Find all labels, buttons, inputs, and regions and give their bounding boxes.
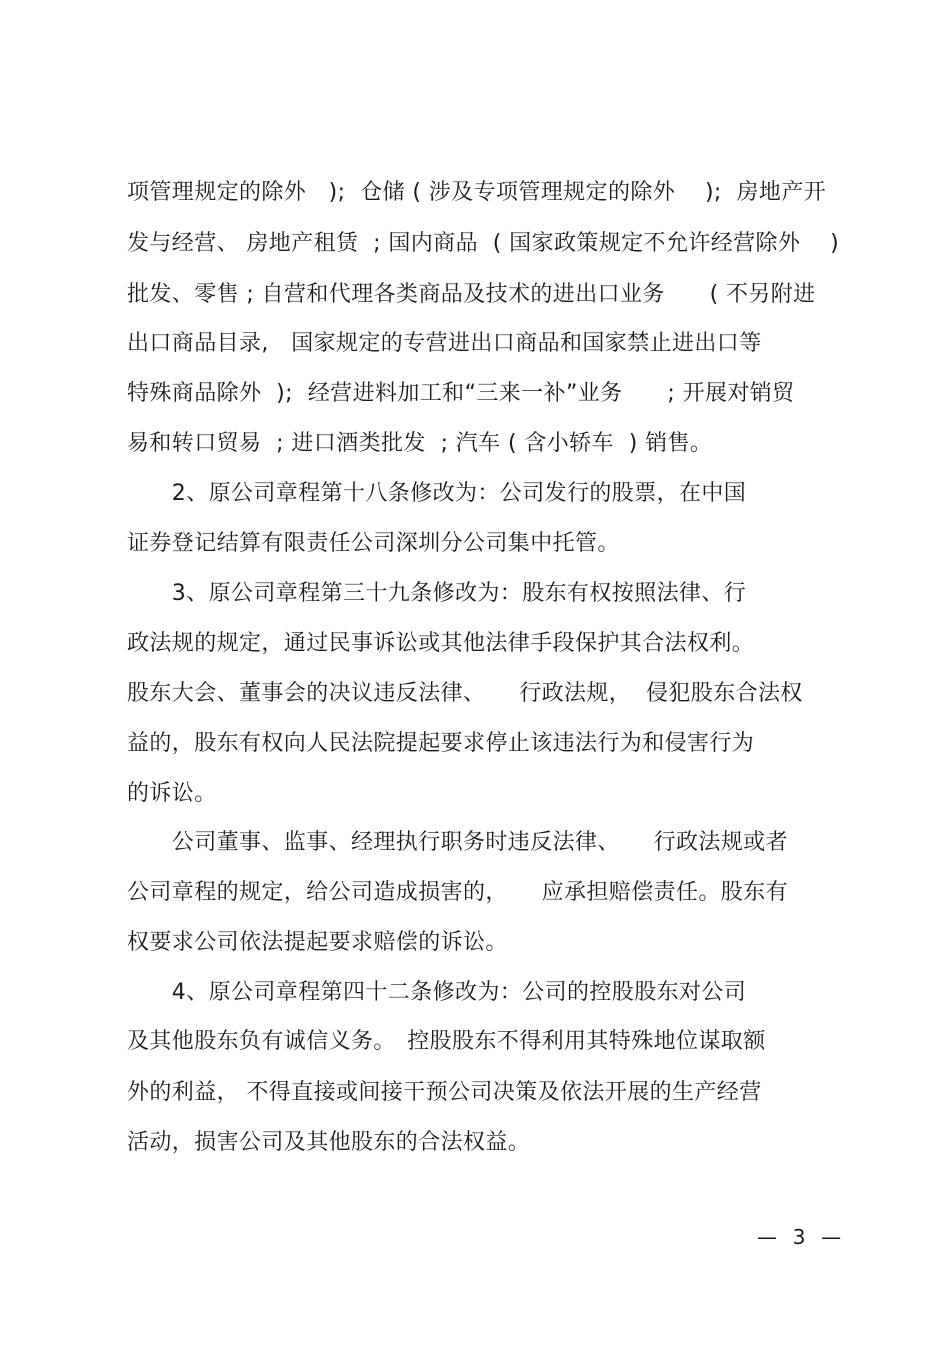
text-line: 权要求公司依法提起要求赔偿的诉讼。: [127, 930, 508, 955]
text-line: 4、原公司章程第四十二条修改为：公司的控股股东对公司: [127, 980, 747, 1005]
text-line: 易和转口贸易 ; 进口酒类批发 ; 汽车 ( 含小轿车 ) 销售。: [127, 431, 713, 456]
text-line: 活动，损害公司及其他股东的合法权益。: [127, 1130, 531, 1155]
text-line: 股东大会、董事会的决议违反法律、 行政法规， 侵犯股东合法权: [127, 681, 803, 706]
text-line: 的诉讼。: [127, 781, 217, 806]
text-line: 批发、零售 ; 自营和代理各类商品及技术的进出口业务 ( 不另附进: [127, 282, 816, 307]
text-line: 及其他股东负有诚信义务。 控股股东不得利用其特殊地位谋取额: [127, 1029, 766, 1054]
text-line: 项管理规定的除外 ); 仓储 ( 涉及专项管理规定的除外 ); 房地产开: [127, 180, 827, 205]
text-line: 2、原公司章程第十八条修改为：公司发行的股票，在中国: [127, 481, 747, 506]
text-line: 政法规的规定，通过民事诉讼或其他法律手段保护其合法权利。: [127, 631, 755, 656]
text-line: 公司董事、监事、经理执行职务时违反法律、 行政法规或者: [127, 830, 789, 855]
text-line: 3、原公司章程第三十九条修改为：股东有权按照法律、行: [127, 581, 747, 606]
text-line: 出口商品目录, 国家规定的专营进出口商品和国家禁止进出口等: [127, 331, 762, 356]
text-line: 特殊商品除外 ); 经营进料加工和“三来一补”业务 ; 开展对销贸: [127, 381, 795, 406]
page-number: — 3 —: [757, 1225, 843, 1249]
text-line: 证券登记结算有限责任公司深圳分公司集中托管。: [127, 531, 620, 556]
text-line: 益的，股东有权向人民法院提起要求停止该违法行为和侵害行为: [127, 731, 755, 756]
text-line: 公司章程的规定，给公司造成损害的， 应承担赔偿责任。股东有: [127, 880, 789, 905]
text-line: 发与经营、 房地产租赁 ; 国内商品 ( 国家政策规定不允许经营除外 ): [127, 231, 840, 256]
text-line: 外的利益， 不得直接或间接干预公司决策及依法开展的生产经营: [127, 1080, 762, 1105]
